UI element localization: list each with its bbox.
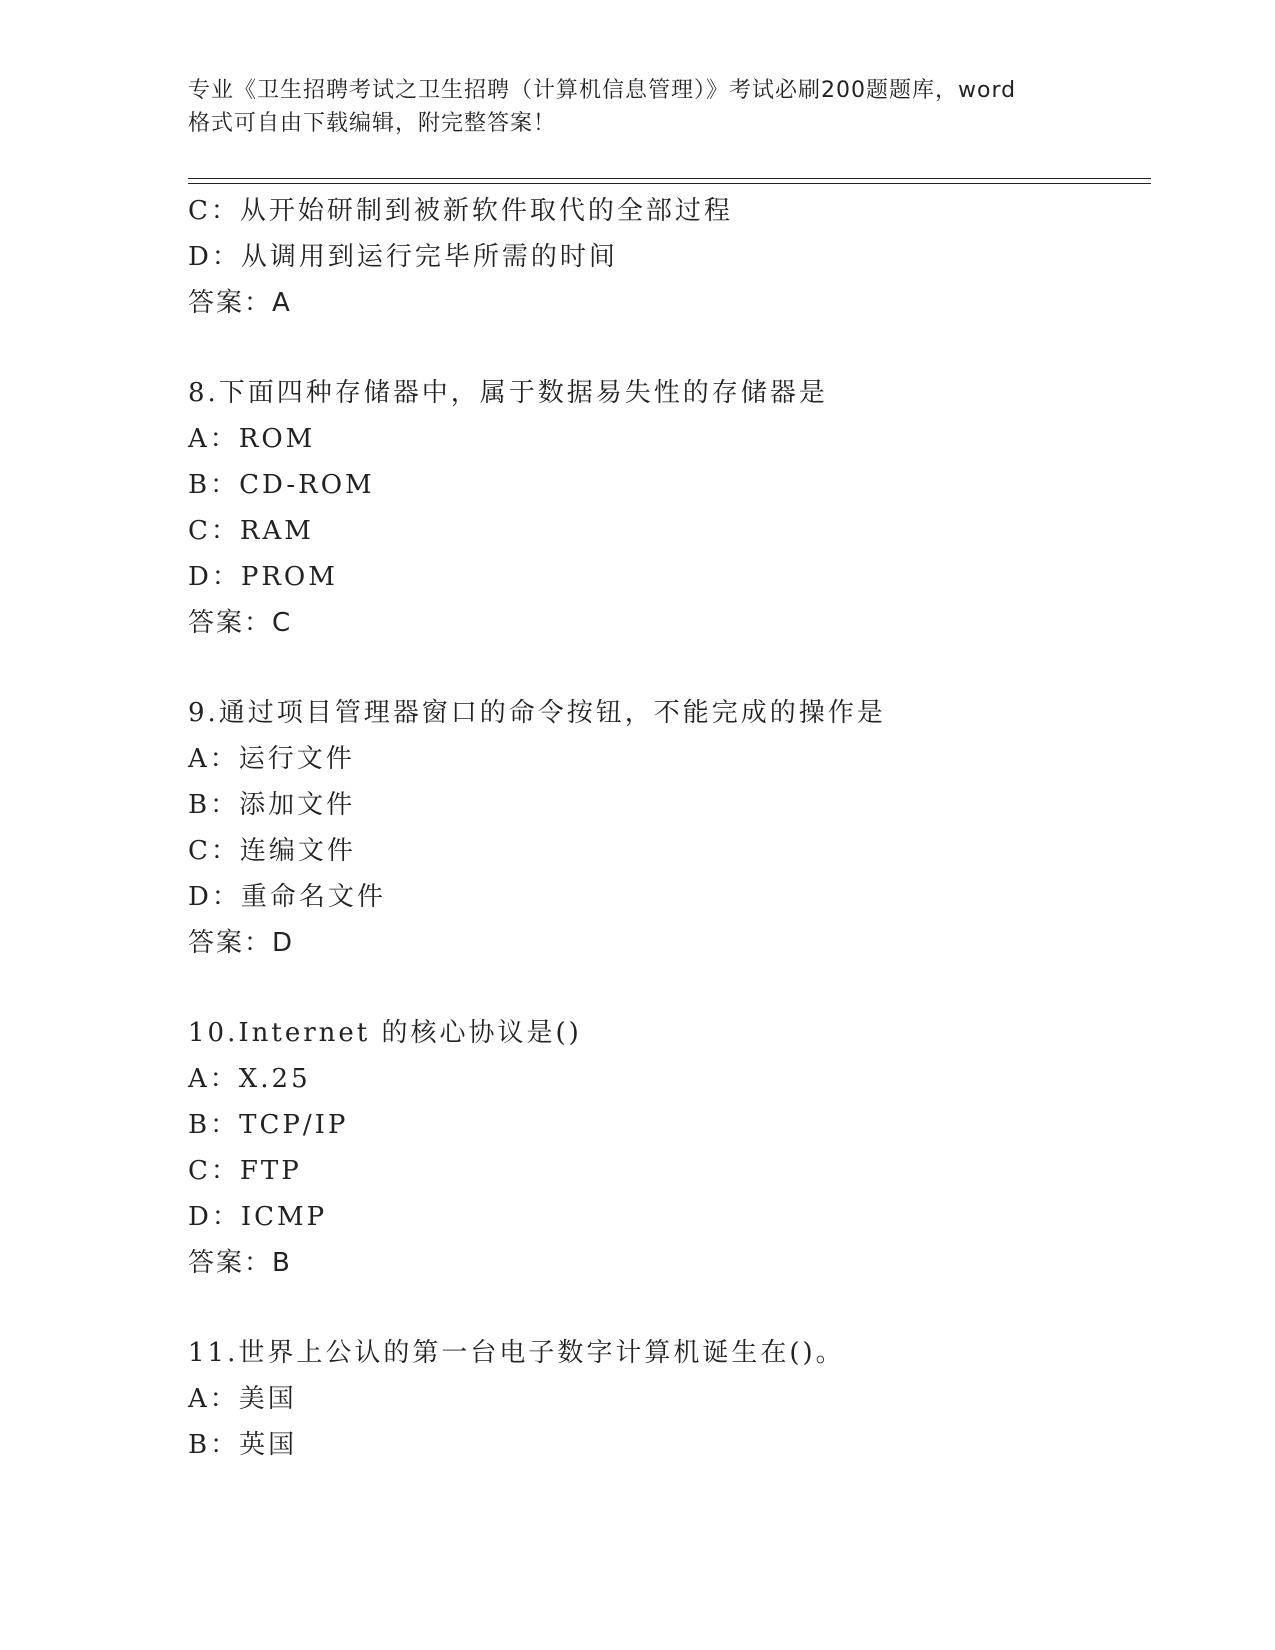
question-block-11 — [188, 1330, 1148, 1468]
question-text: 10.Internet 的核心协议是() — [188, 1018, 582, 1048]
answer-line: 答案：D — [188, 928, 295, 958]
document-header — [188, 74, 1088, 140]
spacer — [188, 1286, 1148, 1330]
option-a: A：美国 — [188, 1384, 297, 1414]
option-c: C：连编文件 — [188, 836, 356, 866]
option-a: A：X.25 — [188, 1064, 311, 1094]
question-text: 9.通过项目管理器窗口的命令按钮，不能完成的操作是 — [188, 698, 886, 728]
question-text: 11.世界上公认的第一台电子数字计算机诞生在()。 — [188, 1338, 845, 1368]
option-b: B：CD-ROM — [188, 470, 375, 500]
spacer — [188, 326, 1148, 370]
answer-line: 答案：C — [188, 608, 293, 638]
option-b: B：英国 — [188, 1430, 298, 1460]
spacer — [188, 966, 1148, 1010]
option-d: D：重命名文件 — [188, 882, 386, 912]
option-b: B：TCP/IP — [188, 1110, 349, 1140]
spacer — [188, 646, 1148, 690]
option-a: A：ROM — [188, 424, 316, 454]
option-c: C：从开始研制到被新软件取代的全部过程 — [188, 196, 733, 226]
option-c: C：FTP — [188, 1156, 302, 1186]
option-b: B：添加文件 — [188, 790, 356, 820]
question-block-9 — [188, 690, 1148, 966]
answer-line: 答案：A — [188, 288, 292, 318]
header-rule-top — [188, 178, 1151, 179]
question-block-7 — [188, 188, 1148, 326]
option-c: C：RAM — [188, 516, 314, 546]
question-list — [188, 188, 1148, 1468]
question-text: 8.下面四种存储器中，属于数据易失性的存储器是 — [188, 378, 828, 408]
question-block-10 — [188, 1010, 1148, 1286]
header-line-1: 专业《卫生招聘考试之卫生招聘（计算机信息管理）》考试必刷200题题库，word — [188, 78, 1017, 103]
option-d: D：ICMP — [188, 1202, 328, 1232]
option-d: D：从调用到运行完毕所需的时间 — [188, 242, 618, 272]
option-a: A：运行文件 — [188, 744, 355, 774]
option-d: D：PROM — [188, 562, 338, 592]
answer-line: 答案：B — [188, 1248, 292, 1278]
header-rule-bottom — [188, 183, 1151, 184]
header-line-2: 格式可自由下载编辑，附完整答案！ — [188, 111, 557, 136]
question-block-8 — [188, 370, 1148, 646]
